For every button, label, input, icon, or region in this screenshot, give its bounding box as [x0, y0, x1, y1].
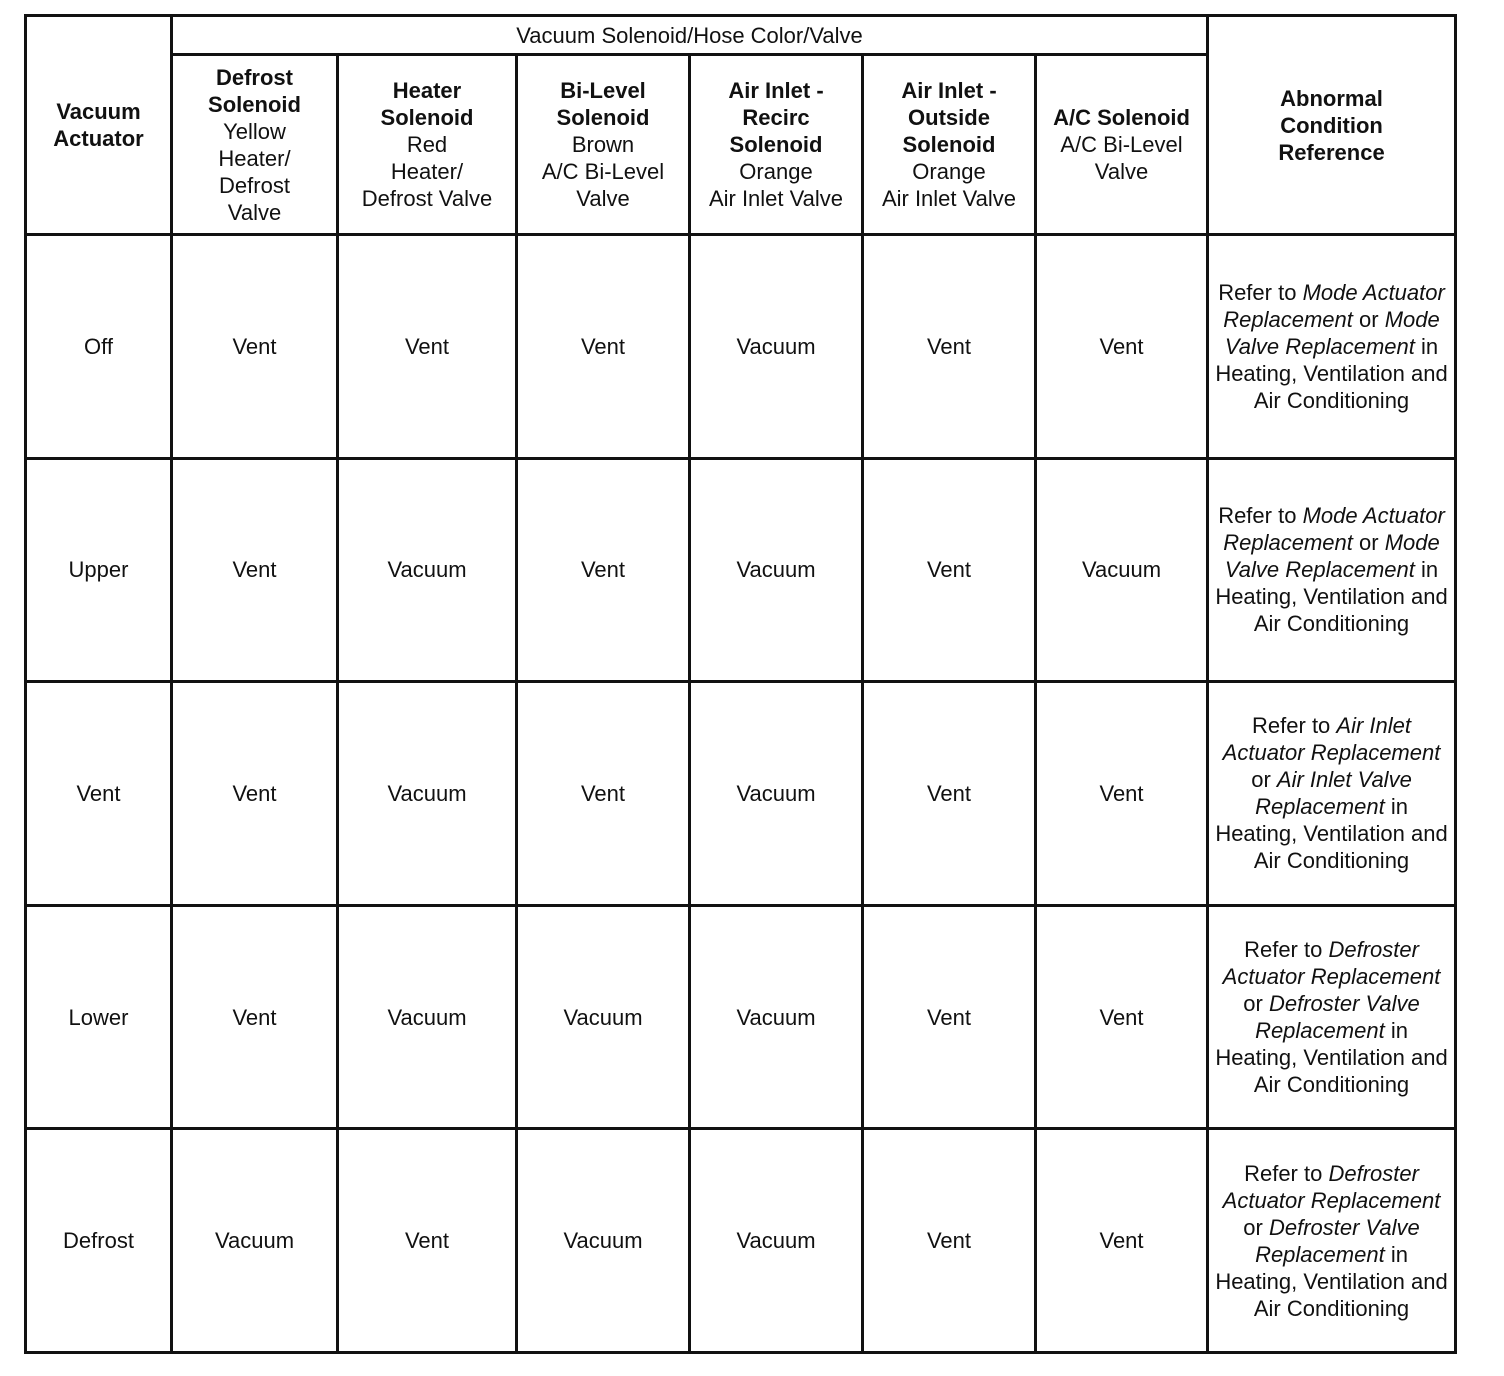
ref-procedure-a: Mode Actuator Replacement	[1223, 279, 1445, 332]
reference-cell	[1208, 1129, 1456, 1353]
valve-name: Heater/	[218, 145, 291, 171]
ref-text: in Heating, Ventilation and Air Conditioning	[1215, 794, 1448, 874]
state-cell: Vacuum	[338, 458, 517, 682]
state-cell: Vent	[172, 682, 338, 906]
solenoid-name: Air Inlet -	[901, 78, 997, 103]
state-cell: Vent	[1036, 1129, 1208, 1353]
ref-text: in Heating, Ventilation and Air Conditioning	[1215, 1018, 1448, 1098]
ref-text: or	[1243, 991, 1269, 1017]
actuator-cell: Vent	[26, 682, 172, 906]
state-cell: Vent	[863, 458, 1036, 682]
state-cell: Vent	[863, 905, 1036, 1129]
state-cell: Vacuum	[338, 682, 517, 906]
ref-text: Refer to	[1244, 937, 1329, 963]
ref-procedure-a: Air Inlet Actuator Replacement	[1222, 713, 1441, 766]
hose-color: Orange	[739, 159, 813, 184]
ref-text: in Heating, Ventilation and Air Conditioning	[1215, 1241, 1448, 1321]
solenoid-name: Air Inlet -	[728, 78, 824, 103]
reference-cell	[1208, 905, 1456, 1129]
corner-header-line-2: Actuator	[53, 126, 144, 151]
solenoid-name: Outside	[908, 105, 990, 130]
state-cell: Vacuum	[338, 905, 517, 1129]
actuator-cell: Lower	[26, 905, 172, 1129]
ref-procedure-b: Defroster Valve Replacement	[1255, 1214, 1420, 1267]
ref-procedure-b: Mode Valve Replacement	[1224, 306, 1440, 359]
state-cell: Vacuum	[517, 905, 690, 1129]
solenoid-name: Solenoid	[556, 105, 650, 130]
reference-cell	[1208, 235, 1456, 459]
ref-procedure-a: Mode Actuator Replacement	[1223, 503, 1445, 556]
vacuum-solenoid-table	[24, 14, 1457, 1354]
valve-name: Air Inlet Valve	[881, 186, 1017, 211]
solenoid-name: Defrost	[215, 64, 293, 90]
actuator-cell: Upper	[26, 458, 172, 682]
valve-name: Valve	[227, 199, 282, 225]
corner-header-line-1: Vacuum	[56, 99, 141, 124]
state-cell: Vent	[172, 235, 338, 459]
ref-procedure-a: Defroster Actuator Replacement	[1222, 937, 1441, 990]
vacuum-actuator-header	[26, 16, 172, 235]
state-cell: Vent	[517, 458, 690, 682]
group-header: Vacuum Solenoid/Hose Color/Valve	[172, 16, 1208, 55]
solenoid-name: Bi-Level	[560, 78, 646, 103]
state-cell: Vent	[863, 682, 1036, 906]
valve-name: Heater/	[390, 159, 464, 184]
ref-procedure-b: Mode Valve Replacement	[1224, 530, 1440, 583]
valve-name: Valve	[1094, 159, 1149, 184]
table-row	[26, 1129, 1456, 1353]
ref-text: or	[1352, 530, 1385, 556]
state-cell: Vacuum	[690, 1129, 863, 1353]
valve-name: A/C Bi-Level	[1060, 132, 1183, 157]
hose-color: Yellow	[223, 118, 286, 144]
ref-text: or	[1251, 767, 1277, 793]
state-cell: Vent	[338, 235, 517, 459]
state-cell: Vent	[863, 235, 1036, 459]
ref-text: Refer to	[1218, 279, 1303, 305]
ref-text: or	[1243, 1214, 1269, 1240]
reference-header-line-2: Condition	[1280, 112, 1383, 138]
table-row	[26, 235, 1456, 459]
actuator-cell: Defrost	[26, 1129, 172, 1353]
state-cell: Vacuum	[690, 235, 863, 459]
solenoid-name: Solenoid	[902, 132, 996, 157]
state-cell: Vent	[863, 1129, 1036, 1353]
hose-color: Brown	[571, 132, 635, 157]
ref-text: Refer to	[1218, 503, 1303, 529]
state-cell: Vacuum	[690, 682, 863, 906]
reference-header-line-3: Reference	[1278, 139, 1385, 165]
ref-procedure-b: Air Inlet Valve Replacement	[1255, 767, 1412, 820]
valve-name: Defrost Valve	[361, 186, 493, 211]
table-row	[26, 458, 1456, 682]
state-cell: Vent	[338, 1129, 517, 1353]
valve-name: A/C Bi-Level	[541, 159, 665, 184]
hose-color: Red	[406, 132, 448, 157]
table-row	[26, 905, 1456, 1129]
state-cell: Vacuum	[172, 1129, 338, 1353]
column-header-4	[690, 55, 863, 235]
state-cell: Vacuum	[517, 1129, 690, 1353]
ref-text: in Heating, Ventilation and Air Conditioning	[1215, 333, 1448, 413]
solenoid-name: Recirc	[742, 105, 810, 130]
reference-cell	[1208, 458, 1456, 682]
abnormal-condition-reference-header	[1208, 16, 1456, 235]
state-cell: Vent	[172, 458, 338, 682]
valve-name: Valve	[576, 186, 630, 211]
solenoid-name: Heater	[392, 78, 462, 103]
state-cell: Vent	[1036, 905, 1208, 1129]
reference-cell	[1208, 682, 1456, 906]
column-header-2	[338, 55, 517, 235]
ref-text: Refer to	[1244, 1160, 1329, 1186]
actuator-cell: Off	[26, 235, 172, 459]
valve-name: Air Inlet Valve	[708, 186, 844, 211]
solenoid-name: Solenoid	[729, 132, 823, 157]
column-header-3	[517, 55, 690, 235]
solenoid-name: Solenoid	[208, 91, 301, 117]
state-cell: Vent	[517, 235, 690, 459]
reference-header-line-1: Abnormal	[1280, 85, 1383, 111]
column-header-1	[172, 55, 338, 235]
column-header-6	[1036, 55, 1208, 235]
ref-text: Refer to	[1252, 713, 1337, 739]
hose-color: Orange	[912, 159, 986, 184]
solenoid-name: A/C Solenoid	[1053, 105, 1190, 130]
state-cell: Vacuum	[690, 905, 863, 1129]
state-cell: Vent	[172, 905, 338, 1129]
state-cell: Vent	[517, 682, 690, 906]
ref-text: or	[1352, 306, 1385, 332]
solenoid-name: Solenoid	[380, 105, 474, 130]
ref-procedure-a: Defroster Actuator Replacement	[1222, 1160, 1441, 1213]
table-row	[26, 682, 1456, 906]
ref-procedure-b: Defroster Valve Replacement	[1255, 991, 1420, 1044]
state-cell: Vent	[1036, 682, 1208, 906]
state-cell: Vacuum	[690, 458, 863, 682]
ref-text: in Heating, Ventilation and Air Conditioning	[1215, 557, 1448, 637]
valve-name: Defrost	[219, 172, 290, 198]
state-cell: Vent	[1036, 235, 1208, 459]
column-header-5	[863, 55, 1036, 235]
state-cell: Vacuum	[1036, 458, 1208, 682]
